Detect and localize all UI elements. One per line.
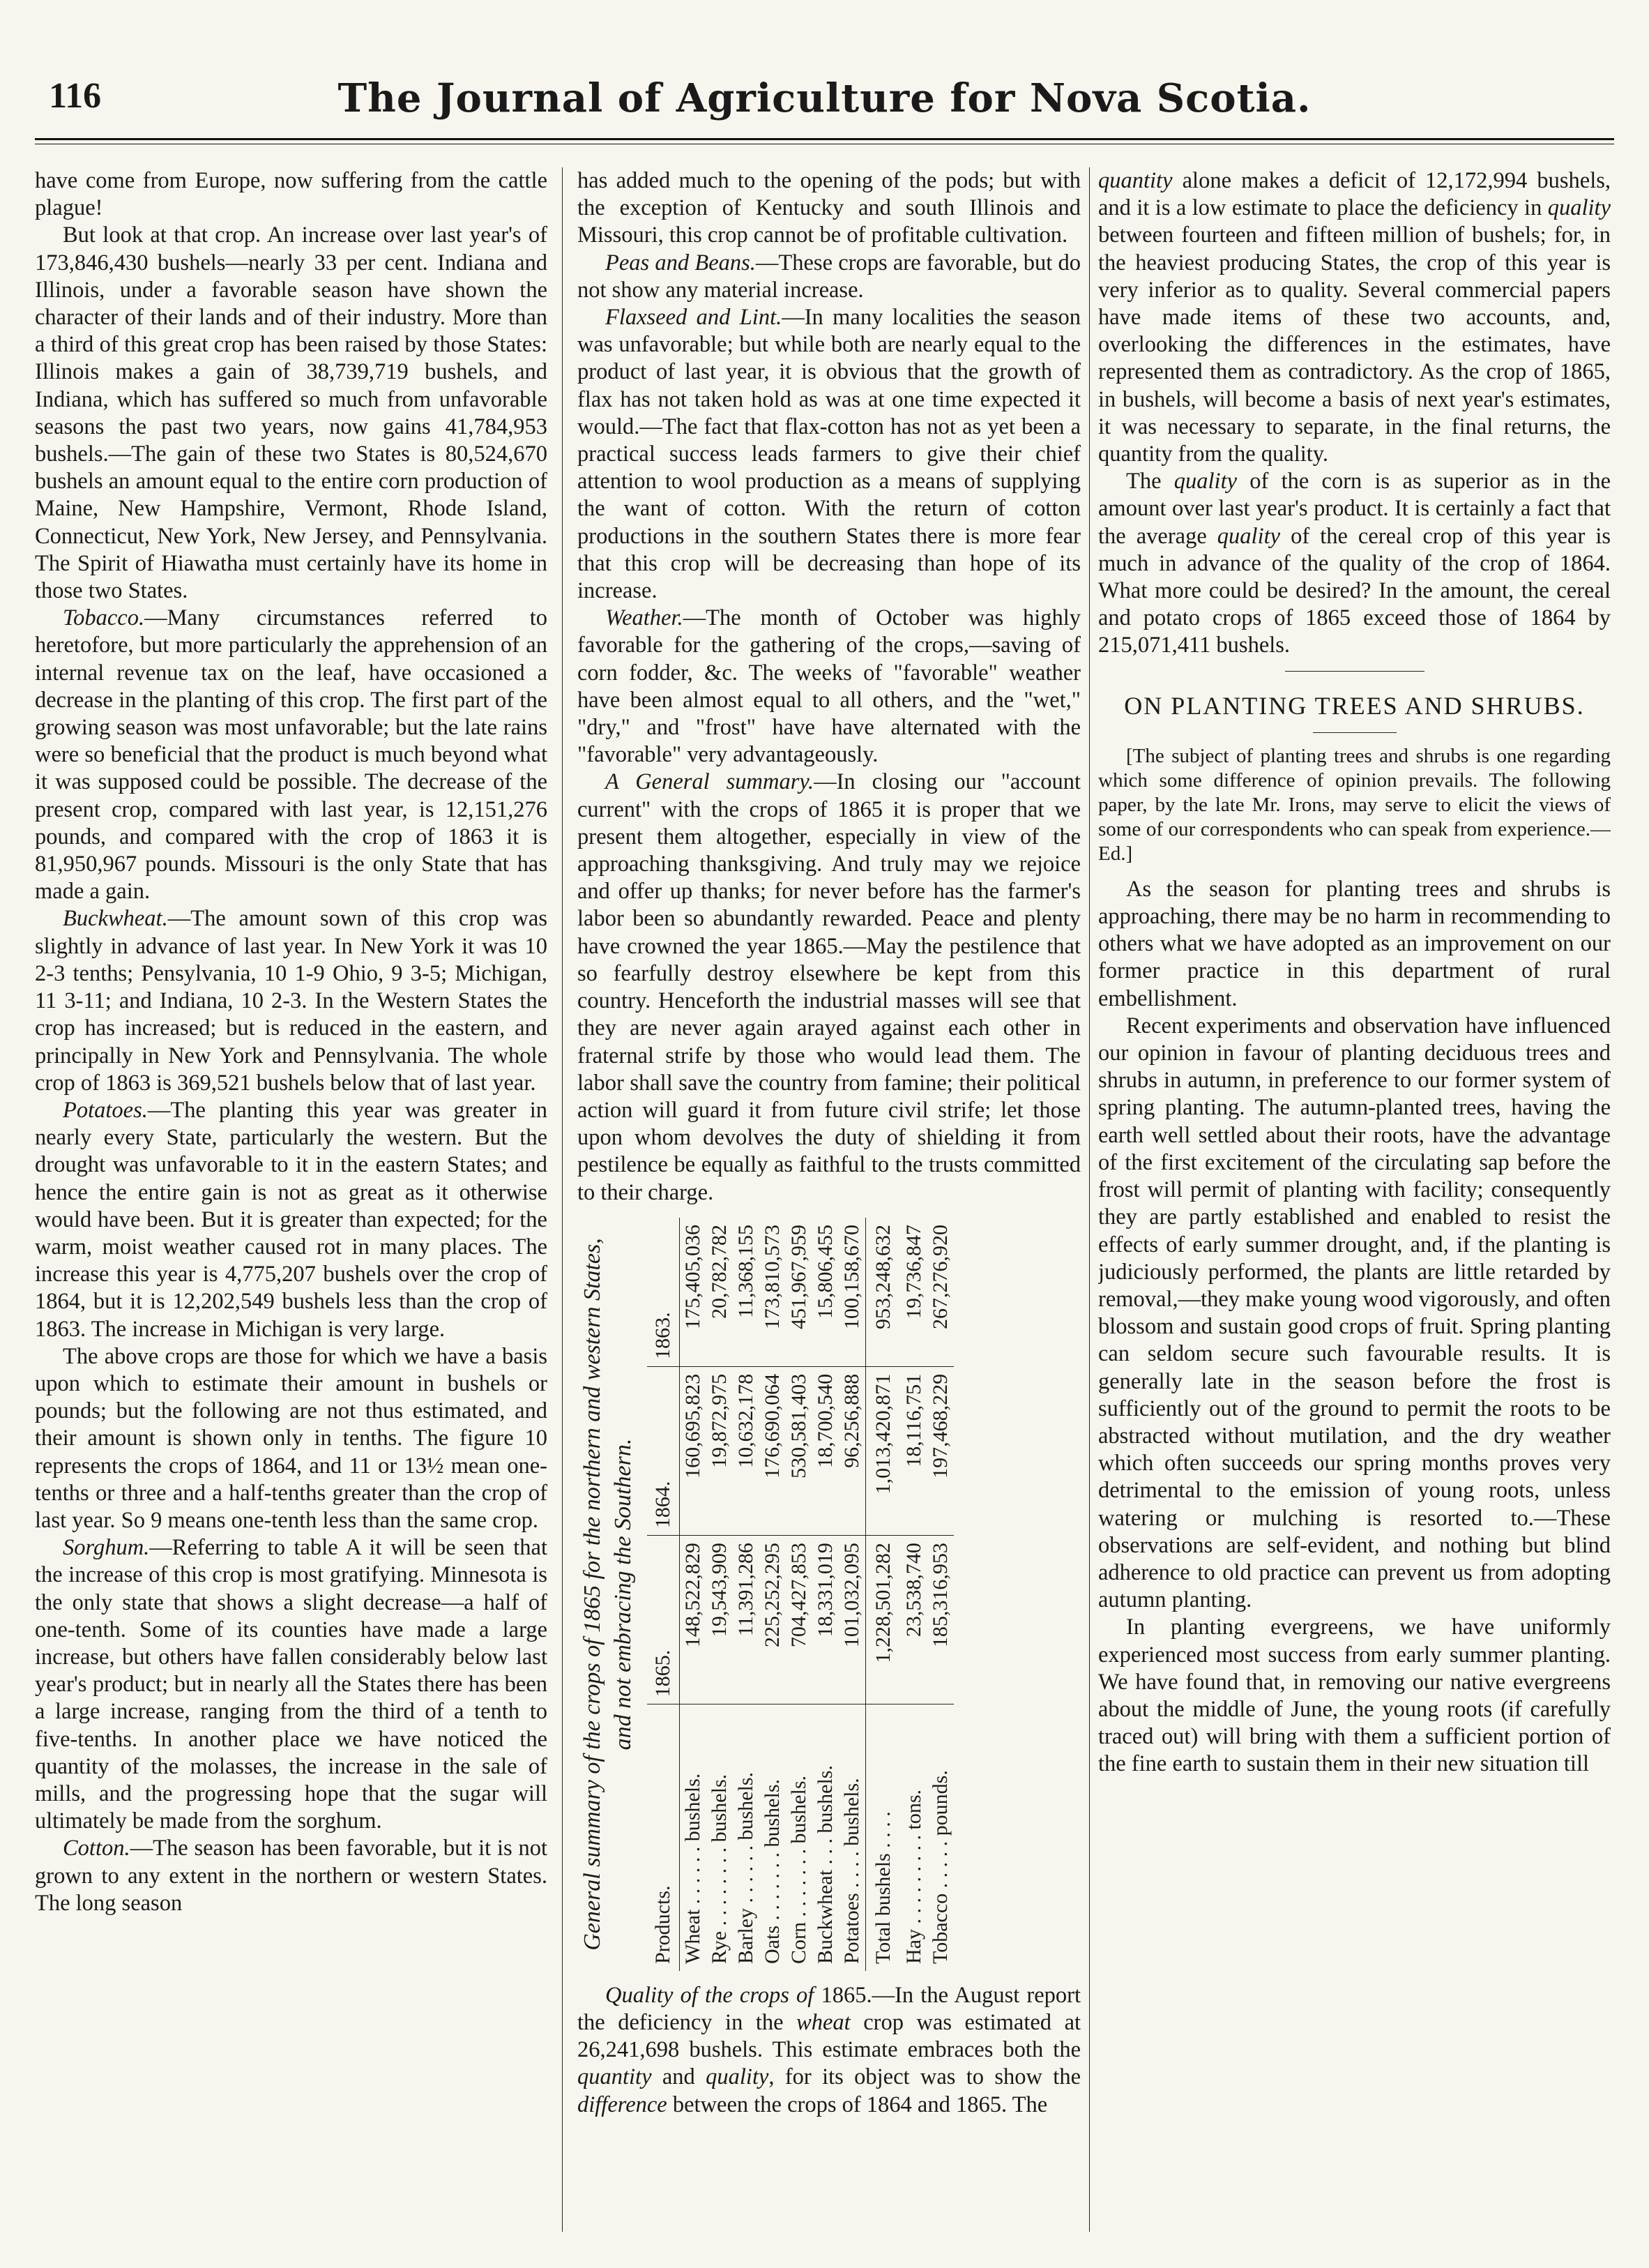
paragraph-text: , for its object was to show the bbox=[768, 2064, 1081, 2090]
paragraph-text: The bbox=[1126, 469, 1162, 494]
paragraph-tobacco bbox=[35, 605, 547, 905]
table-cell: 1,013,420,871 bbox=[866, 1366, 902, 1535]
paragraph-buckwheat bbox=[35, 905, 547, 1096]
table-cell: 451,967,959 bbox=[786, 1218, 812, 1366]
emphasis: quality bbox=[1217, 523, 1281, 549]
paragraph-sorghum bbox=[35, 1534, 547, 1835]
paragraph: In planting evergreens, we have uniformly experienced most success from early summer planting. We have found that, in removing our native evergreens about the middle of June, the young roots (if carefully traced out) will bring with them a sufficient portion of the fine earth to sustain them in their new situation till bbox=[1098, 1615, 1611, 1777]
paragraph-text: of the corn is as superior as in the amount over last year's product. It is certainly a fact that the average bbox=[1098, 469, 1611, 549]
table-cell: Tobacco . . . . . pounds. bbox=[929, 1769, 952, 1964]
paragraph-quality bbox=[577, 1982, 1081, 2119]
emphasis: difference bbox=[577, 2092, 667, 2117]
table-cell: Rye . . . . . . . . bushels. bbox=[708, 1774, 731, 1964]
emphasis: quantity bbox=[1098, 168, 1173, 193]
table-header: 1863. bbox=[647, 1218, 680, 1366]
paragraph-text: crop was estimated at 26,241,698 bushels. This estimate embraces both the bbox=[577, 2009, 1081, 2063]
table-row bbox=[733, 1218, 759, 1971]
table-cell: 11,368,155 bbox=[733, 1218, 759, 1366]
paragraph-text: —The planting this year was greater in nearly every State, particularly the western. But the drought was unfavorable to it in the eastern States; and hence the entire gain is not as great as it otherwise would have been. But it is greater than expected; for the warm, moist weather caused rot in many places. The increase this year is 4,775,207 bushels over the crop of 1864, but it is 12,202,549 bushels less than the crop of 1863. The increase in Michigan is very large. bbox=[35, 1097, 547, 1342]
paragraph-text: of the cereal crop of this year is much in advance of the quality of the crop of 1864. What more could be desired? In the amount, the cereal and potato crops of 1865 exceed those of 1864 by 215,071,411 bushels. bbox=[1098, 523, 1611, 658]
column-right bbox=[1098, 167, 1611, 2232]
table-cell: 267,276,920 bbox=[927, 1218, 954, 1366]
run-in-head: Cotton. bbox=[63, 1836, 130, 1861]
table-cell: 176,690,064 bbox=[759, 1366, 786, 1535]
paragraph: As the season for planting trees and shrubs is approaching, there may be no harm in recommending to others what we have adopted as an improvement on our former practice in this department of rural embellishment. bbox=[1098, 876, 1611, 1011]
table-cell: 100,158,670 bbox=[839, 1218, 866, 1366]
table-row bbox=[901, 1218, 927, 1971]
paragraph-text: —Many circumstances referred to heretofore, but more particularly the apprehension of an internal revenue tax on the leaf, have occasioned a decrease in the planting of this crop. The first part of the growing season was most unfavorable; but the late rains were so beneficial that the product is much beyond what it was supposed could be possible. The decrease of the present crop, compared with last year, is 12,151,276 pounds, and compared with the crop of 1863 it is 81,950,967 pounds. Missouri is the only State that has made a gain. bbox=[35, 605, 547, 905]
paragraph-text: and bbox=[662, 2064, 695, 2090]
emphasis: wheat bbox=[796, 2009, 851, 2035]
crop-summary-table-wrap bbox=[577, 1218, 1081, 1971]
table-cell: 15,806,455 bbox=[812, 1218, 839, 1366]
run-in-head: Sorghum. bbox=[63, 1535, 150, 1561]
table-cell: 19,872,975 bbox=[706, 1366, 733, 1535]
paragraph-peas bbox=[577, 250, 1081, 304]
paragraph-text: —In many localities the season was unfavorable; but while both are nearly equal to the product of last year, it is obvious that the growth of flax has not taken hold as was at one time expected it would.—The fact that flax-cotton has not as yet been a practical success leads farmers to give their chief attention to wool production as a means of supplying the want of cotton. With the return of cotton productions in the southern States there is more fear that this crop will be decreasing than hope of its increase. bbox=[577, 305, 1081, 604]
table-total-row bbox=[866, 1218, 902, 1971]
table-row bbox=[706, 1218, 733, 1971]
paragraph: But look at that crop. An increase over last year's of 173,846,430 bushels—nearly 33 per cent. Indiana and Illinois, under a favorable season have shown the character of their lands and of their industry. More than a third of this great crop has been raised by those States: Illinois makes a gain of 38,739,719 bushels, and Indiana, which has suffered so much from unfavorable seasons the past two years, now gains 41,784,953 bushels.—The gain of these two States is 80,524,670 bushels an amount equal to the entire corn production of Maine, New Hampshire, Vermont, Rhode Island, Connecticut, New York, New Jersey, and Pennsylvania. The Spirit of Hiawatha must certainly have its home in those two States. bbox=[35, 222, 547, 604]
table-cell: Oats . . . . . . . bushels. bbox=[761, 1778, 784, 1964]
table-cell: 101,032,095 bbox=[839, 1535, 866, 1704]
table-header: 1864. bbox=[647, 1366, 680, 1535]
run-in-head: Weather. bbox=[605, 605, 683, 631]
table-row bbox=[927, 1218, 954, 1971]
table-caption: General summary of the crops of 1865 for the northern and western States, and not embracing the Southern. bbox=[579, 1237, 636, 1951]
paragraph-text: —In closing our "account current" with the crops of 1865 it is proper that we present them altogether, especially in view of the approaching thanksgiving. And truly may we rejoice and offer up thanks; for never before has the farmer's labor been so abundantly rewarded. Peace and plenty have crowned the year 1865.—May the pestilence that so fearfully destroy elsewhere be kept from this country. Henceforth the industrial masses will see that they are never again arayed against each other in fraternal strife by those who would lead them. The labor shall save the country from famine; their political action will guard it from future civil strife; let those upon whom devolves the duty of shielding it from pestilence be equally as faithful to the trusts committed to their charge. bbox=[577, 769, 1081, 1205]
table-cell: Barley . . . . . . bushels. bbox=[734, 1771, 757, 1964]
table-cell: 10,632,178 bbox=[733, 1366, 759, 1535]
table-cell: 175,405,036 bbox=[680, 1218, 707, 1366]
emphasis: quality bbox=[1547, 195, 1611, 221]
table-cell: 11,391,286 bbox=[733, 1535, 759, 1704]
table-cell: 185,316,953 bbox=[927, 1535, 954, 1704]
table-cell: Hay . . . . . . . . . tons. bbox=[902, 1789, 925, 1964]
column-left bbox=[35, 167, 547, 2232]
run-in-head: Peas and Beans. bbox=[605, 250, 756, 275]
section-divider bbox=[1313, 732, 1397, 733]
table-cell: 20,782,782 bbox=[706, 1218, 733, 1366]
run-in-head: A General summary. bbox=[605, 769, 814, 795]
paragraph: have come from Europe, now suffering from the cattle plague! bbox=[35, 168, 547, 221]
table-row bbox=[759, 1218, 786, 1971]
table-header: 1865. bbox=[647, 1535, 680, 1704]
table-cell: 197,468,229 bbox=[927, 1366, 954, 1535]
table-cell: 96,256,888 bbox=[839, 1366, 866, 1535]
paragraph-flax bbox=[577, 304, 1081, 605]
year: 1865. bbox=[821, 1982, 872, 2008]
table-row bbox=[680, 1218, 707, 1971]
paragraph-text: —The amount sown of this crop was slightly in advance of last year. In New York it was 10 2-3 tenths; Pensylvania, 10 1-9 Ohio, 9 3-5; Michigan, 11 3-11; and Indiana, 10 2-3. In the Western States the crop has increased; but is reduced in the eastern, and principally in New York and Pennsylvania. The whole crop of 1863 is 369,521 bushels below that of last year. bbox=[35, 906, 547, 1096]
table-cell: 173,810,573 bbox=[759, 1218, 786, 1366]
running-title: The Journal of Agriculture for Nova Scotia. bbox=[337, 75, 1312, 121]
paragraph: has added much to the opening of the pods; but with the exception of Kentucky and south Illinois and Missouri, this crop cannot be of profitable cultivation. bbox=[577, 168, 1081, 248]
editor-note: [The subject of planting trees and shrubs is one regarding which some difference of opinion prevails. The following paper, by the late Mr. Irons, may serve to elicit the views of some of our correspondents who can speak from experience.—Ed.] bbox=[1098, 744, 1611, 865]
table-cell: 18,700,540 bbox=[812, 1366, 839, 1535]
table-row bbox=[812, 1218, 839, 1971]
run-in-head: Potatoes. bbox=[63, 1097, 148, 1123]
table-cell: Buckwheat . . . bushels. bbox=[814, 1764, 837, 1964]
paragraph bbox=[1098, 468, 1611, 659]
crop-summary-table bbox=[577, 1218, 1081, 1971]
emphasis: quantity bbox=[577, 2064, 652, 2090]
table-cell: 19,736,847 bbox=[901, 1218, 927, 1366]
table-cell: 530,581,403 bbox=[786, 1366, 812, 1535]
table-cell: 1,228,501,282 bbox=[866, 1535, 902, 1704]
table-cell: 18,116,751 bbox=[901, 1366, 927, 1535]
table-cell: 704,427,853 bbox=[786, 1535, 812, 1704]
table-cell: Potatoes . . . . bushels. bbox=[840, 1778, 863, 1964]
table-cell: 19,543,909 bbox=[706, 1535, 733, 1704]
table-cell: 160,695,823 bbox=[680, 1366, 707, 1535]
paragraph-summary bbox=[577, 769, 1081, 1206]
table-header: Products. bbox=[647, 1704, 680, 1970]
table-cell: 148,522,829 bbox=[680, 1535, 707, 1704]
paragraph: Recent experiments and observation have influenced our opinion in favour of planting deciduous trees and shrubs in autumn, in preference to our former system of spring planting. The autumn-planted trees, having the earth well settled about their roots, have the advantage of the first excitement of the circulating sap before the frost will permit of planting with facility; consequently they are partly established and enabled to resist the effects of early summer drought, and, if the planting is judiciously performed, the plants are little retarded by removal,—they make young wood vigorously, and often blossom and sustain good crops of fruit. Spring planting can seldom secure such favourable results. It is generally late in the season before the frost is sufficiently out of the ground to permit the roots to be abstracted without mutilation, and the dry weather which often succeeds our spring months proves very detrimental to the emission of young roots, unless watering or mulching is resorted to.—These observations are self-evident, and nothing but blind adherence to old practice can prevent us from adopting autumn planting. bbox=[1098, 1013, 1611, 1613]
table-cell: Wheat . . . . . . bushels. bbox=[681, 1773, 704, 1964]
table-cell: Corn . . . . . . . bushels. bbox=[787, 1775, 810, 1964]
paragraph-text: —In the August report the deficiency in the bbox=[577, 1982, 1081, 2035]
paragraph-text: —Referring to table A it will be seen that the increase of this crop is most gratifying. Minnesota is the only state that shows a slight decrease—a half of one-tenth. Some of its counties have made a large increase, but others have fallen considerably below last year's product; but in nearly all the States there has been a large increase, ranging from the third of a tenth to five-tenths. In another place we have noticed the quantity of the molasses, the increase in the sale of mills, and the progressing hope that the sugar will ultimately be made from the sorghum. bbox=[35, 1535, 547, 1834]
column-divider bbox=[562, 167, 563, 2232]
paragraph-cotton bbox=[35, 1835, 547, 1917]
table-cell: Total bushels . . . . bbox=[866, 1704, 902, 1970]
paragraph-weather bbox=[577, 605, 1081, 769]
crops-table bbox=[647, 1218, 954, 1971]
paragraph: The above crops are those for which we have a basis upon which to estimate their amount in bushels or pounds; but the following are not thus estimated, and their amount is shown only in tenths. The figure 10 represents the crops of 1864, and 11 or 13½ mean one-tenths or three and a half-tenths greater than the crop of last year. So 9 means one-tenth less than the same crop. bbox=[35, 1343, 547, 1533]
emphasis: quality bbox=[1173, 469, 1238, 494]
section-title: ON PLANTING TREES AND SHRUBS. bbox=[1124, 691, 1585, 720]
column-divider bbox=[1089, 167, 1090, 2232]
paragraph bbox=[1098, 167, 1611, 468]
paragraph-text: —These crops are favorable, but do not show any material increase. bbox=[577, 250, 1081, 303]
table-cell: 953,248,632 bbox=[866, 1218, 902, 1366]
paragraph-text: between the crops of 1864 and 1865. The bbox=[672, 2092, 1048, 2117]
page-header bbox=[35, 75, 1614, 131]
run-in-head: Buckwheat. bbox=[63, 906, 168, 932]
column-middle bbox=[577, 167, 1081, 2232]
table-cell: 23,538,740 bbox=[901, 1535, 927, 1704]
table-row bbox=[786, 1218, 812, 1971]
table-cell: 225,252,295 bbox=[759, 1535, 786, 1704]
run-in-head: Quality of the crops of bbox=[605, 1982, 814, 2008]
run-in-head: Tobacco. bbox=[63, 605, 145, 631]
paragraph-text: between fourteen and fifteen million of bushels; for, in the heaviest producing States, the crop of this year is very inferior as to quality. Several commercial papers have made items of these two accounts, and, overlooking the differences in the estimates, have represented them as contradictory. As the crop of 1865, in bushels, will become a basis of next year's estimates, it was necessary to separate, in the final returns, the quantity from the quality. bbox=[1098, 222, 1611, 467]
paragraph-text: —The month of October was highly favorable for the gathering of the crops,—saving of corn fodder, &c. The weeks of "favorable" weather have been almost equal to all others, and the "wet," "dry," and "frost" have have alternated with the "favorable" very advantageously. bbox=[577, 605, 1081, 768]
run-in-head: Flaxseed and Lint. bbox=[605, 305, 782, 331]
paragraph-text: —The season has been favorable, but it is not grown to any extent in the northern or western States. The long season bbox=[35, 1836, 547, 1916]
header-rule bbox=[35, 138, 1614, 140]
table-cell: 18,331,019 bbox=[812, 1535, 839, 1704]
table-row bbox=[839, 1218, 866, 1971]
section-divider bbox=[1285, 671, 1424, 672]
emphasis: quality bbox=[706, 2064, 769, 2090]
paragraph-text: alone makes a deficit of 12,172,994 bushels, and it is a low estimate to place the deficiency in bbox=[1098, 168, 1611, 221]
paragraph-potatoes bbox=[35, 1097, 547, 1343]
page-number: 116 bbox=[49, 76, 102, 116]
